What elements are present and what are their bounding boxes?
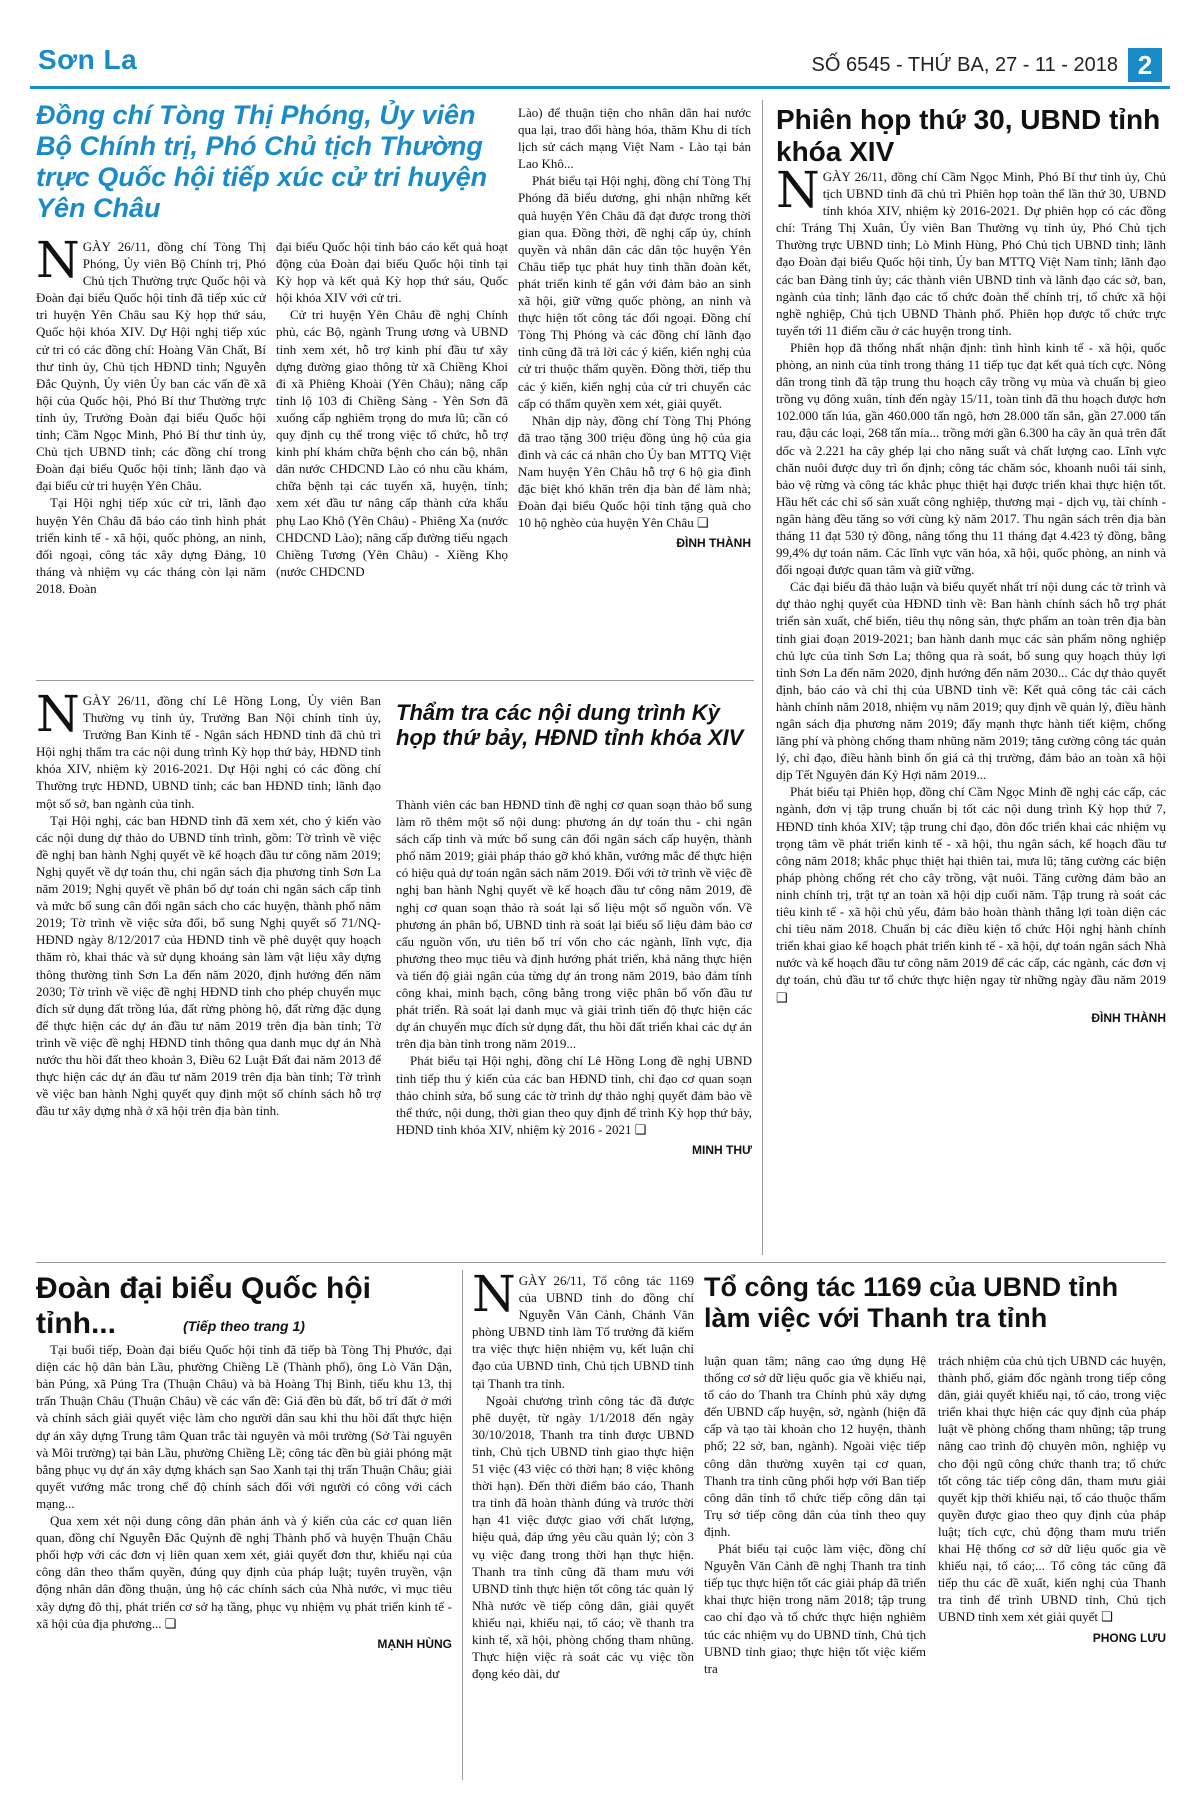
paragraph: trách nhiệm của chủ tịch UBND các huyện, thành phố, giám đốc ngành trong tiếp công dân, giải quyết khiếu nại, tố cáo, trong việc triển khai thực hiện các quy định của pháp luật về phòng chống tham nhũng; tập trung nâng cao trình độ chuyên môn, nghiệp vụ cho đội ngũ công chức thanh tra; tổ chức tốt công tác tiếp công dân, tham mưu giải quyết kịp thời khiếu nại, tố cáo thuộc thẩm quyền được giao theo quy định của pháp luật; tích cực, chủ động tham mưu triển khai Hệ thống cơ sở dữ liệu quốc gia về khiếu nại, tố cáo;... Tổ công tác cũng đã tiếp thu các đề xuất, kiến nghị của Thanh tra tỉnh để trình UBND tỉnh, Chủ tịch UBND tỉnh xem xét giải quyết ❑	[938, 1353, 1166, 1625]
paragraph: Qua xem xét nội dung công dân phản ánh và ý kiến của các cơ quan liên quan, đồng chí Nguyễn Đắc Quỳnh đề nghị Thành phố và huyện Thuận Châu phối hợp với các đơn vị liên quan xem xét, giải quyết đơn thư, khiếu nại của công dân theo thẩm quyền, đúng quy định của pháp luật; tuyên truyền, vận động nhân dân đồng thuận, ủng hộ các chính sách của Nhà nước, vì mục tiêu xây dựng đô thị, phát triển cơ sở hạ tầng, phục vụ nhiệm vụ phát triển kinh tế - xã hội của địa phương... ❑	[36, 1513, 452, 1631]
drop-cap: N	[36, 238, 80, 289]
article3-author: MINH THƯ	[692, 1142, 752, 1157]
paragraph: Tại Hội nghị, các ban HĐND tỉnh đã xem xét, cho ý kiến vào các nội dung dự thảo do UBND tỉnh trình, gồm: Tờ trình về việc đề nghị ban hành Nghị quyết về kế hoạch đầu tư công năm 2019; Nghị quyết về dự toán thu, chi ngân sách địa phương tỉnh Sơn La năm 2019; Nghị quyết về phân bổ dự toán chi ngân sách cấp tỉnh và mức bổ sung cân đối ngân sách cho các huyện, thành phố năm 2019; Tờ trình về việc sửa đổi, bổ sung Nghị quyết số 71/NQ-HĐND ngày 8/12/2017 của HĐND tỉnh về phê duyệt quy hoạch thăm rò, khai thác và sử dụng khoáng sản làm vật liệu xây dựng thông thường tỉnh Sơn La đến năm 2020, định hướng đến năm 2030; Tờ trình về việc đề nghị HĐND tỉnh cho phép chuyển mục đích sử dụng đất trồng lúa, đất rừng phòng hộ, đất rừng đặc dụng để thực hiện các dự án đầu tư năm 2019 trên địa bàn tỉnh; Tờ trình về việc đề nghị HĐND tỉnh thông qua danh mục dự án Nhà nước thu hồi đất theo khoản 3, Điều 62 Luật Đất đai năm 2013 để thực hiện các dự án đầu tư năm 2019 trên địa bàn tỉnh; Tờ trình về việc ban hành Nghị quyết quy định một số chính sách hỗ trợ đầu tư xây dựng nhà ở xã hội trên địa bàn tỉnh.	[36, 812, 381, 1119]
article5-col1	[472, 1272, 694, 1784]
article3-right	[396, 796, 752, 1256]
drop-cap: N	[472, 1272, 516, 1323]
paragraph: Tại buổi tiếp, Đoàn đại biểu Quốc hội tỉnh đã tiếp bà Tòng Thị Phước, đại diện các hộ dân bản Lầu, phường Chiềng Lề (Thành phố), ông Lò Văn Dận, bản Púng, xã Púng Tra (Thuận Châu) và bà Hoàng Thị Bình, tiểu khu 13, thị trấn Thuận Châu (Thuận Châu) về các vấn đề: Giá đền bù đất, bố trí đất ở mới và chính sách giải quyết việc làm cho người dân sau khi thu hồi đất thực hiện dự án xây dựng Trung tâm Quan trắc tài nguyên và môi trường (Sở Tài nguyên và Môi trường) tại bản Lầu, phường Chiềng Lề; công tác đền bù giải phóng mặt bằng phục vụ dự án xây dựng khách sạn Sao Xanh tại thị trấn Thuận Châu; giải quyết vướng mắc trong chế độ chính sách đối với người có công với cách mạng...	[36, 1342, 452, 1511]
paragraph: Các đại biểu đã thảo luận và biểu quyết nhất trí nội dung các tờ trình và dự thảo nghị quyết của HĐND tỉnh về: Ban hành chính sách hỗ trợ phát triển sản xuất, chế biến, tiêu thụ nông sản, thực phẩm an toàn trên địa bàn tỉnh giai đoạn 2019-2021; ban hành danh mục các sản phẩm nông nghiệp chủ lực của tỉnh Sơn La; thông qua rà soát, bổ sung quy hoạch thủy lợi tỉnh Sơn La đến năm 2020, định hướng đến năm 2030... Các dự thảo quyết định, báo cáo và chỉ thị của UBND tỉnh về: Kết quả công tác cải cách hành chính năm 2018, nhiệm vụ năm 2019; quy định về quản lý, điều hành ngân sách địa phương năm 2019; đẩy mạnh thực hành tiết kiệm, chống lãng phí và phòng chống tham nhũng năm 2019; tăng cường công tác quản lý, chỉ đạo, điều hành bình ổn giá cả thị trường, đảm bảo an toàn xã hội dịp Tết Nguyên đán Kỷ Hợi năm 2019...	[776, 579, 1166, 783]
article4-title: Đoàn đại biểu Quốc hội tỉnh...	[36, 1272, 372, 1340]
article1-col1	[36, 238, 266, 670]
newspaper-brand: Sơn La	[38, 44, 138, 75]
paragraph: luận quan tâm; nâng cao ứng dụng Hệ thống cơ sở dữ liệu quốc gia về khiếu nại, tố cáo do Thanh tra Chính phủ xây dựng đến UBND cấp huyện, sở, ngành (hiện đã cấp và tạo tài khoản cho 12 huyện, thành phố; 22 sở, ban, ngành). Ngoài việc tiếp công dân thường xuyên tại cơ quan, Thanh tra tỉnh cũng phối hợp với Ban tiếp công dân tỉnh tổ chức tiếp công dân tại Trụ sở tiếp công dân của tỉnh theo quy định.	[704, 1353, 926, 1539]
paragraph: GÀY 26/11, đồng chí Cầm Ngọc Minh, Phó Bí thư tỉnh ủy, Chủ tịch UBND tỉnh đã chủ trì Phiên họp toàn thể lần thứ 30, UBND tỉnh khóa XIV, nhiệm kỳ 2016-2021. Dự phiên họp có các đồng chí: Tráng Thị Xuân, Ủy viên Ban Thường vụ tỉnh ủy, Phó Chủ tịch Thường trực UBND tỉnh; Lò Minh Hùng, Phó Chủ tịch UBND tỉnh; lãnh đạo Đoàn đại biểu Quốc hội tỉnh, Ủy ban MTTQ Việt Nam tỉnh; lãnh đạo các ban Đảng tỉnh ủy; các thành viên UBND tỉnh và lãnh đạo các sở, ban, ngành của tỉnh; lãnh đạo các tổ chức đoàn thể chính trị, tổ chức xã hội nghề nghiệp, Chủ tịch UBND Thành phố. Phiên họp được tổ chức trực tuyến tới 11 điểm cầu ở các huyện trong tỉnh.	[776, 169, 1166, 338]
paragraph: Ngoài chương trình công tác đã được phê duyệt, từ ngày 1/1/2018 đến ngày 30/10/2018, Thanh tra tỉnh được UBND tỉnh, Chủ tịch UBND tỉnh giao thực hiện 51 việc (43 việc có thời hạn; 8 việc không thời hạn). Đến thời điểm báo cáo, Thanh tra tỉnh đã hoàn thành đúng và trước thời hạn 41 việc được giao với chất lượng, hiệu quả, đáp ứng yêu cầu quản lý; còn 3 vụ việc đang trong thời hạn thực hiện. Thanh tra tỉnh cũng đã tham mưu với UBND tỉnh thực hiện tốt công tác quản lý Nhà nước về tiếp công dân, giải quyết khiếu nại, khiếu nại, tố cáo; về thanh tra kinh tế, xã hội, phòng chống tham nhũng. Thực hiện việc rà soát các vụ việc tồn đọng kéo dài, dư	[472, 1392, 694, 1682]
paragraph: Phát biểu tại Hội nghị, đồng chí Lê Hồng Long đề nghị UBND tỉnh tiếp thu ý kiến của các ban HĐND tỉnh, chỉ đạo cơ quan soạn thảo chỉnh sửa, bổ sung các tờ trình dự thảo nghị quyết đảm bảo về thể thức, nội dung, thời gian theo quy định để trình Kỳ họp thứ bảy, HĐND tỉnh khóa XIV, nhiệm kỳ 2016 - 2021 ❑	[396, 1053, 752, 1137]
article4-subtitle: (Tiếp theo trang 1)	[183, 1318, 305, 1334]
article5-col3	[938, 1352, 1166, 1784]
paragraph: GÀY 26/11, đồng chí Tòng Thị Phóng, Ủy viên Bộ Chính trị, Phó Chủ tịch Thường trực Quốc hội và Đoàn đại biểu Quốc hội tỉnh đã tiếp xúc cử tri huyện Yên Châu sau Kỳ họp thứ sáu, Quốc hội khóa XIV. Dự Hội nghị tiếp xúc cử tri có các đồng chí: Hoàng Văn Chất, Bí thư tỉnh ủy, Chủ tịch HĐND tỉnh; Nguyễn Đắc Quỳnh, Ủy viên Ủy ban các vấn đề xã hội của Quốc hội, Phó Bí thư Thường trực tỉnh ủy, Trưởng Đoàn đại biểu Quốc hội tỉnh; Cầm Ngọc Minh, Phó Bí thư tỉnh ủy, Chủ tịch UBND tỉnh; các đồng chí trong Đoàn đại biểu Quốc hội tỉnh; lãnh đạo và đại biểu cử tri huyện Yên Châu.	[36, 239, 266, 494]
paragraph: Lào) để thuận tiện cho nhân dân hai nước qua lại, trao đổi hàng hóa, thăm Khu di tích lịch sử cách mạng Việt Nam - Lào tại bản Lao Khô...	[518, 105, 751, 172]
issue-info: SỐ 6545 - THỨ BA, 27 - 11 - 2018	[811, 54, 1118, 76]
section-divider	[36, 1262, 1166, 1263]
article1-author: ĐÌNH THÀNH	[676, 536, 751, 551]
paragraph: Phát biểu tại Hội nghị, đồng chí Tòng Thị Phóng đã biểu dương, ghi nhận những kết quả huyện Yên Châu đã đạt được trong thời gian qua. Đồng thời, đề nghị cấp ủy, chính quyền và nhân dân các dân tộc huyện Yên Châu tiếp tục phát huy tinh thần đoàn kết, phát triển kinh tế gắn với đảm bảo an sinh xã hội, giữ vững quốc phòng, an ninh và thực hiện tốt công tác đối ngoại. Đồng chí Tòng Thị Phóng và các đồng chí lãnh đạo tỉnh cũng đã trả lời các ý kiến, kiến nghị của cử tri thuộc thẩm quyền. Đồng thời, tiếp thu các ý kiến, kiến nghị của cử tri chuyển các cấp có thẩm quyền xem xét, giải quyết.	[518, 173, 751, 411]
page-header	[30, 0, 1170, 82]
article1-title: Đồng chí Tòng Thị Phóng, Ủy viên Bộ Chính trị, Phó Chủ tịch Thường trực Quốc hội tiếp xúc cử tri huyện Yên Châu	[36, 100, 488, 224]
column-divider	[762, 100, 763, 1255]
paragraph: Phiên họp đã thống nhất nhận định: tình hình kinh tế - xã hội, quốc phòng, an ninh của tỉnh trong tháng 11 tiếp tục đạt kết quả tích cực. Nông dân trong tỉnh đã tập trung thu hoạch cây trồng vụ mùa và chuẩn bị gieo trồng vụ đông xuân, tính đến ngày 15/11, toàn tỉnh đã thu hoạch được hơn 102.000 tấn lúa, gần 460.000 tấn ngô, hơn 28.000 tấn sắn, gần 27.000 tấn rau, đậu các loại, 268 tấn mía... trồng mới gần 6.300 ha cây ăn quả trên đất dốc và 2.221 ha cây ghép lại cho năng suất và chất lượng cao. Lĩnh vực chăn nuôi được duy trì ổn định; công tác chăm sóc, khoanh nuôi tái sinh, bảo vệ rừng và công tác khắc phục thiệt hại được triển khai thực hiện tốt. Hầu hết các chỉ số sản xuất công nghiệp, thương mại - dịch vụ, tài chính - ngân hàng đều tăng so với cùng kỳ năm 2017. Thu ngân sách trên địa bàn tháng 11 đạt 530 tỷ đồng, nâng tổng thu 11 tháng đạt 4.423 tỷ đồng, bằng 99,4% dự toán năm. Các lĩnh vực văn hóa, xã hội, quốc phòng, an ninh và đối ngoại được quan tâm và giữ vững.	[776, 339, 1166, 578]
paragraph: GÀY 26/11, Tổ công tác 1169 của UBND tỉnh do đồng chí Nguyễn Văn Cảnh, Chánh Văn phòng UBND tỉnh làm Tổ trưởng đã kiểm tra việc thực hiện nhiệm vụ, kết luận chỉ đạo của UBND tỉnh, Chủ tịch UBND tỉnh tại Thanh tra tỉnh.	[472, 1273, 694, 1391]
page-number: 2	[1128, 48, 1162, 82]
paragraph: Nhân dịp này, đồng chí Tòng Thị Phóng đã trao tặng 300 triệu đồng ủng hộ của gia đình và các cá nhân cho Ủy ban MTTQ Việt Nam huyện Yên Châu hỗ trợ 6 hộ gia đình đặc biệt khó khăn trên địa bàn để làm nhà; Đoàn đại biểu Quốc hội tỉnh tặng quà cho 10 hộ nghèo của huyện Yên Châu ❑	[518, 412, 751, 531]
article2-body	[776, 168, 1166, 1255]
article5-col2	[704, 1352, 926, 1784]
paragraph: Phát biểu tại cuộc làm việc, đồng chí Nguyễn Văn Cảnh đề nghị Thanh tra tỉnh tiếp tục thực hiện tốt các giải pháp đã triển khai thực hiện trong năm 2018; tập trung cao chỉ đạo và tổ chức thực hiện nghiêm túc các nhiệm vụ do UBND tỉnh, Chủ tịch UBND tỉnh giao; thực hiện tốt việc kiểm tra	[704, 1541, 926, 1676]
article3-left	[36, 692, 381, 1256]
article1-col3	[518, 104, 751, 674]
drop-cap: N	[36, 692, 80, 743]
article3-title: Thẩm tra các nội dung trình Kỳ họp thứ bảy, HĐND tỉnh khóa XIV	[396, 700, 744, 751]
article2-title: Phiên họp thứ 30, UBND tỉnh khóa XIV	[776, 104, 1161, 168]
article4-author: MẠNH HÙNG	[377, 1636, 452, 1651]
column-divider	[462, 1270, 463, 1780]
paragraph: GÀY 26/11, đồng chí Lê Hồng Long, Ủy viên Ban Thường vụ tỉnh ủy, Trưởng Ban Nội chính tỉnh ủy, Trưởng Ban Kinh tế - Ngân sách HĐND tỉnh đã chủ trì Hội nghị thẩm tra các nội dung trình Kỳ họp thứ bảy, HĐND tỉnh khóa XIV, nhiệm kỳ 2016-2021. Dự Hội nghị có các đồng chí Thường trực HĐND, UBND tỉnh; các ban HĐND tỉnh; lãnh đạo một số sở, ban ngành của tỉnh.	[36, 693, 381, 811]
paragraph: đại biểu Quốc hội tỉnh báo cáo kết quả hoạt động của Đoàn đại biểu Quốc hội tỉnh tại Kỳ họp và kết quả Kỳ họp thứ sáu, Quốc hội khóa XIV với cử tri.	[276, 239, 508, 306]
article2-author: ĐÌNH THÀNH	[1091, 1010, 1166, 1025]
drop-cap: N	[776, 168, 820, 219]
paragraph: Phát biểu tại Phiên họp, đồng chí Cầm Ngọc Minh đề nghị các cấp, các ngành, đơn vị tập trung chuẩn bị tốt các nội dung trình Kỳ họp thứ 7, HĐND tỉnh khóa XIV; tập trung chỉ đạo, đôn đốc triển khai các nhiệm vụ trọng tâm về phát triển kinh tế - xã hội, thu ngân sách, kế hoạch đầu tư công năm 2018; khắc phục thiệt hại thiên tai, mưa lũ; tăng cường các biện pháp phòng chống rét cho cây trồng, vật nuôi. Tăng cường đảm bảo an ninh chính trị, trật tự an toàn xã hội dịp cuối năm. Tập trung rà soát các tiêu kinh tế - xã hội chủ yếu, đảm bảo hoàn thành thắng lợi toàn diện các chỉ tiêu năm 2018. Chuẩn bị các điều kiện tổ chức Hội nghị hành chính triển khai giao kế hoạch phát triển kinh tế - xã hội, dự toán ngân sách Nhà nước và kế hoạch đầu tư công năm 2019 để các cấp, các ngành, các đơn vị dự toán, chủ đầu tư tổ chức thực hiện ngay từ những ngày đầu năm 2019 ❑	[776, 784, 1166, 1005]
paragraph: Tại Hội nghị tiếp xúc cử tri, lãnh đạo huyện Yên Châu đã báo cáo tình hình phát triển kinh tế - xã hội, quốc phòng, an ninh, đối ngoại, công tác xây dựng Đảng, 10 tháng và nhiệm vụ các tháng còn lại năm 2018. Đoàn	[36, 495, 266, 596]
article1-col2	[276, 238, 508, 670]
paragraph: Cử tri huyện Yên Châu đề nghị Chính phủ, các Bộ, ngành Trung ương và UBND tỉnh xem xét, hỗ trợ kinh phí đầu tư xây dựng đường giao thông từ xã Chiềng Khoi đi xã Phiêng Khoài (Yên Châu); nâng cấp tỉnh lộ 103 đi Chiềng Sàng - Yên Sơn đã xuống cấp nghiêm trọng do mưa lũ; cần có quy định cụ thể trong việc tổ chức, hỗ trợ kinh phí khám chữa bệnh cho cán bộ, nhân dân nước CHDCND Lào có nhu cầu khám, chữa bệnh tại các tuyến xã, huyện, tỉnh; xem xét đầu tư nâng cấp thành cửa khẩu phụ Lao Khô (Yên Châu) - Phiêng Xa (nước CHDCND Lào); nâng cấp đường tiểu ngạch Chiềng Tương (Yên Châu) - Xiềng Khọ (nước CHDCND	[276, 307, 508, 579]
header-rule	[30, 86, 1170, 89]
section-divider	[36, 680, 754, 681]
paragraph: Thành viên các ban HĐND tỉnh đề nghị cơ quan soạn thảo bổ sung làm rõ thêm một số nội dung: phương án dự toán thu - chi ngân sách cấp tỉnh và mức bổ sung cân đối ngân sách cấp huyện, thành phố năm 2019; giải pháp tháo gỡ khó khăn, vướng mắc để thực hiện có hiệu quả dự toán ngân sách năm 2019. Đối với tờ trình về việc đề nghị ban hành Nghị quyết về kế hoạch đầu tư công năm 2019, đề nghị cơ quan soạn thảo rà soát lại số liệu một số nguồn vốn. Về phương án phân bổ, UBND tỉnh rà soát lại biểu số liệu đảm bảo cơ cấu nguồn vốn, ưu tiên bố trí vốn cho các ngành, lĩnh vực, địa phương theo mục tiêu và định hướng phát triển, khả năng thực hiện và tiến độ giải ngân của từng dự án trong năm 2019, bảo đảm tính công khai, minh bạch, công bằng trong việc phân bổ vốn đầu tư phát triển. Rà soát lại danh mục và giải trình tiến độ thực hiện các dự án chuyển mục đích sử dụng đất, thu hồi đất triển khai các dự án trên địa bàn tỉnh trong năm 2019...	[396, 797, 752, 1052]
article5-author: PHONG LƯU	[1092, 1630, 1166, 1645]
article4-body	[36, 1316, 452, 1786]
article5-title: Tổ công tác 1169 của UBND tỉnh làm việc với Thanh tra tỉnh	[704, 1272, 1119, 1334]
